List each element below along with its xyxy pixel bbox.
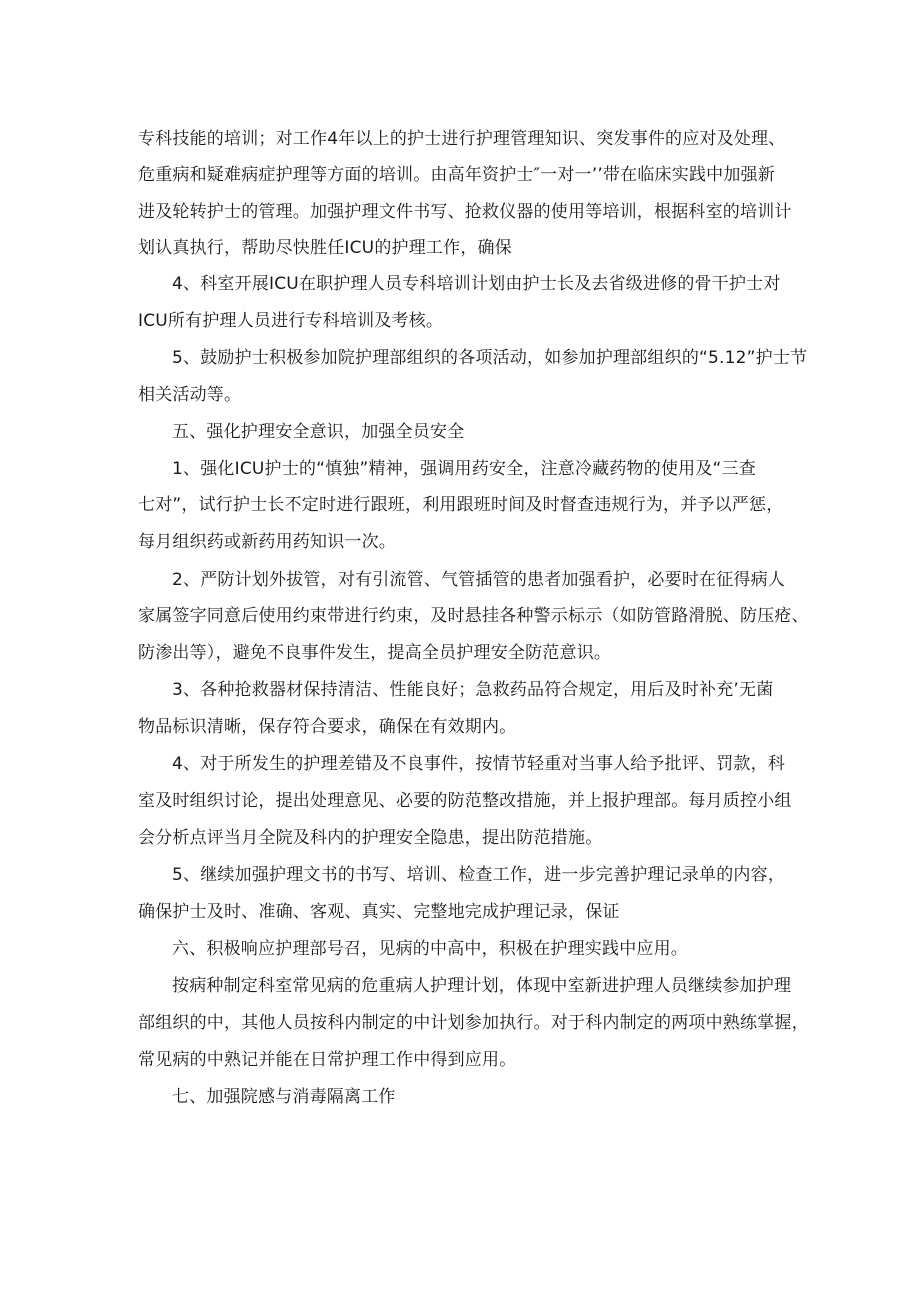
text-line: 相关活动等。 bbox=[138, 385, 242, 405]
text-line: 部组织的中，其他人员按科内制定的中计划参加执行。对于科内制定的两项中熟练掌握， bbox=[138, 1013, 809, 1033]
text-line: 1、强化ICU护士的“慎独”精神，强调用药安全，注意冷藏药物的使用及“三查 bbox=[172, 459, 756, 479]
text-line: 划认真执行，帮助尽快胜任ICU的护理工作，确保 bbox=[138, 238, 512, 258]
text-line: 室及时组织讨论，提出处理意见、必要的防范整改措施，并上报护理部。每月质控小组 bbox=[138, 791, 792, 811]
text-line: 确保护士及时、准确、客观、真实、完整地完成护理记录，保证 bbox=[138, 902, 620, 922]
text-line: 进及轮转护士的管理。加强护理文件书写、抢救仪器的使用等培训，根据科室的培训计 bbox=[138, 202, 792, 222]
text-line: 5、继续加强护理文书的书写、培训、检查工作，进一步完善护理记录单的内容， bbox=[172, 865, 786, 885]
text-line: 4、科室开展ICU在职护理人员专科培训计划由护士长及去省级进修的骨干护士对 bbox=[172, 274, 781, 294]
text-line: 4、对于所发生的护理差错及不良事件，按情节轻重对当事人给予批评、罚款，科 bbox=[172, 754, 786, 774]
text-line: 按病种制定科室常见病的危重病人护理计划，体现中室新进护理人员继续参加护理 bbox=[172, 976, 792, 996]
section-heading: 五、强化护理安全意识，加强全员安全 bbox=[172, 422, 465, 442]
text-line: ICU所有护理人员进行专科培训及考核。 bbox=[138, 311, 444, 331]
text-line: 防渗出等），避免不良事件发生，提高全员护理安全防范意识。 bbox=[138, 643, 612, 663]
text-line: 常见病的中熟记并能在日常护理工作中得到应用。 bbox=[138, 1050, 517, 1070]
text-line: 七对”，试行护士长不定时进行跟班，利用跟班时间及时督查违规行为，并予以严惩， bbox=[138, 495, 784, 515]
text-line: 5、鼓励护士积极参加院护理部组织的各项活动，如参加护理部组织的“5.12”护士节 bbox=[172, 348, 808, 368]
text-line: 每月组织药或新药用药知识一次。 bbox=[138, 532, 396, 552]
text-line: 家属签字同意后使用约束带进行约束，及时悬挂各种警示标示（如防管路滑脱、防压疮、 bbox=[138, 606, 809, 626]
text-line: 物品标识清晰，保存符合要求，确保在有效期内。 bbox=[138, 717, 517, 737]
text-line: 3、各种抢救器材保持清洁、性能良好；急救药品符合规定，用后及时补充’无菌 bbox=[172, 680, 774, 700]
section-heading: 六、积极响应护理部号召，见病的中高中，积极在护理实践中应用。 bbox=[172, 939, 688, 959]
text-line: 专科技能的培训；对工作4年以上的护士进行护理管理知识、突发事件的应对及处理、 bbox=[138, 129, 786, 149]
text-line: 会分析点评当月全院及科内的护理安全隐患，提出防范措施。 bbox=[138, 828, 603, 848]
section-heading: 七、加强院感与消毒隔离工作 bbox=[172, 1087, 396, 1107]
text-line: 危重病和疑难病症护理等方面的培训。由高年资护士″一对一’’带在临床实践中加强新 bbox=[138, 165, 775, 185]
text-line: 2、严防计划外拔管，对有引流管、气管插管的患者加强看护，必要时在征得病人 bbox=[172, 570, 786, 590]
